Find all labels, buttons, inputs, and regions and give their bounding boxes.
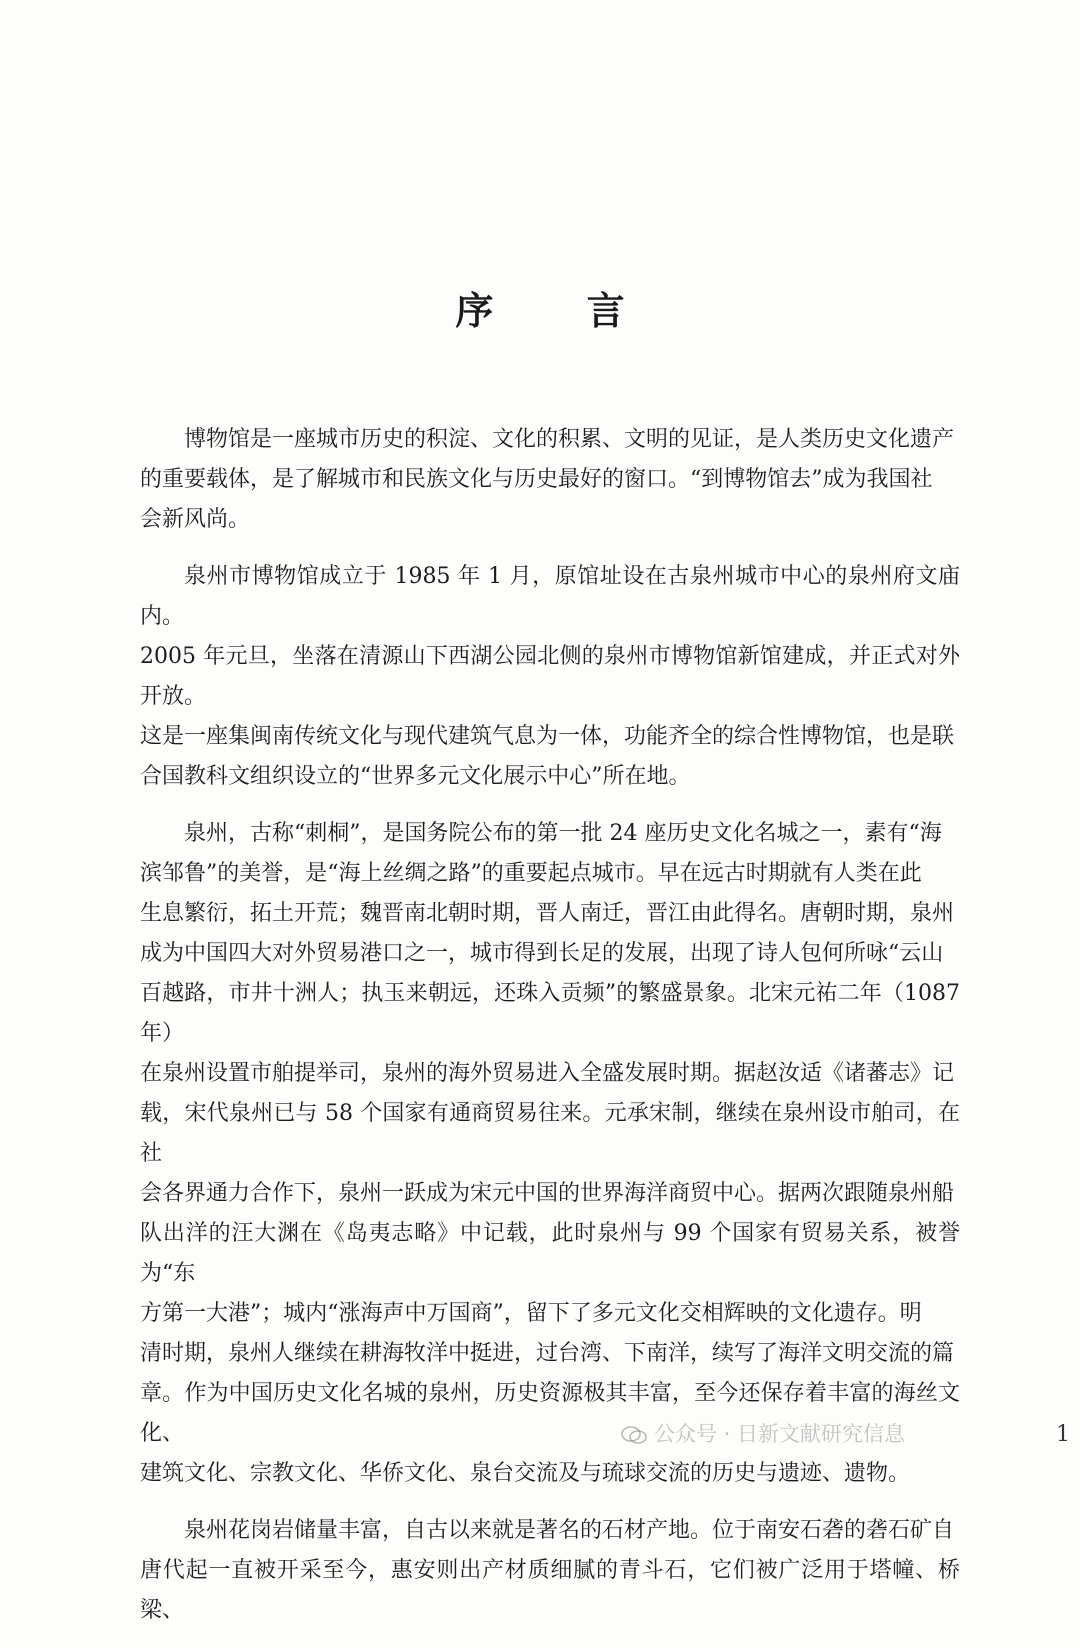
paragraph: 泉州，古称“刺桐”，是国务院公布的第一批 24 座历史文化名城之一，素有“海 滨邹鲁”的美誉，是“海上丝绸之路”的重要起点城市。早在远古时期就有人类在此 生息繁衍，拓土开荒；魏晋南北朝时期，晋人南迁，晋江由此得名。唐朝时期，泉州 成为中国四大对外贸易港口之一，城市得到长足的发展，出现了诗人包何所咏“云山 百越路，市井十洲人；执玉来朝远，还珠入贡频”的繁盛景象。北宋元祐二年（1087 年） 在泉州设置市舶提举司，泉州的海外贸易进入全盛发展时期。据赵汝适《诸蕃志》记 载，宋代泉州已与 58 个国家有通商贸易往来。元承宋制，继续在泉州设市舶司，在社 会各界通力合作下，泉州一跃成为宋元中国的世界海洋商贸中心。据两次跟随泉州船 队出洋的汪大渊在《岛夷志略》中记载，此时泉州与 99 个国家有贸易关系，被誉为“东 方第一大港”；城内“涨海声中万国商”，留下了多元文化交相辉映的文化遗存。明 清时期，泉州人继续在耕海牧洋中挺进，过台湾、下南洋，续写了海洋文明交流的篇 章。作为中国历史文化名城的泉州，历史资源极其丰富，至今还保存着丰富的海丝文化、 建筑文化、宗教文化、华侨文化、泉台交流及与琉球交流的历史与遗迹、遗物。 bbox=[140, 821, 960, 1486]
page-number: 1 bbox=[1056, 1422, 1070, 1447]
wechat-icon bbox=[620, 1425, 648, 1445]
page-title: 序 言 bbox=[455, 288, 665, 333]
paragraph: 泉州花岗岩储量丰富，自古以来就是著名的石材产地。位于南安石砻的砻石矿自 唐代起一直被开采至今，惠安则出产材质细腻的青斗石，它们被广泛用于塔幢、桥梁、 bbox=[140, 1518, 960, 1623]
watermark-text: 公众号 · 日新文献研究信息 bbox=[654, 1422, 906, 1446]
watermark bbox=[620, 1418, 905, 1448]
body-text bbox=[140, 420, 960, 1648]
paragraph: 博物馆是一座城市历史的积淀、文化的积累、文明的见证，是人类历史文化遗产 的重要载体，是了解城市和民族文化与历史最好的窗口。“到博物馆去”成为我国社 会新风尚。 bbox=[140, 427, 955, 532]
paragraph: 泉州市博物馆成立于 1985 年 1 月，原馆址设在古泉州城市中心的泉州府文庙内。 2005 年元旦，坐落在清源山下西湖公园北侧的泉州市博物馆新馆建成，并正式对外开放。 这是一座集闽南传统文化与现代建筑气息为一体，功能齐全的综合性博物馆，也是联 合国教科文组织设立的“世界多元文化展示中心”所在地。 bbox=[140, 564, 960, 789]
